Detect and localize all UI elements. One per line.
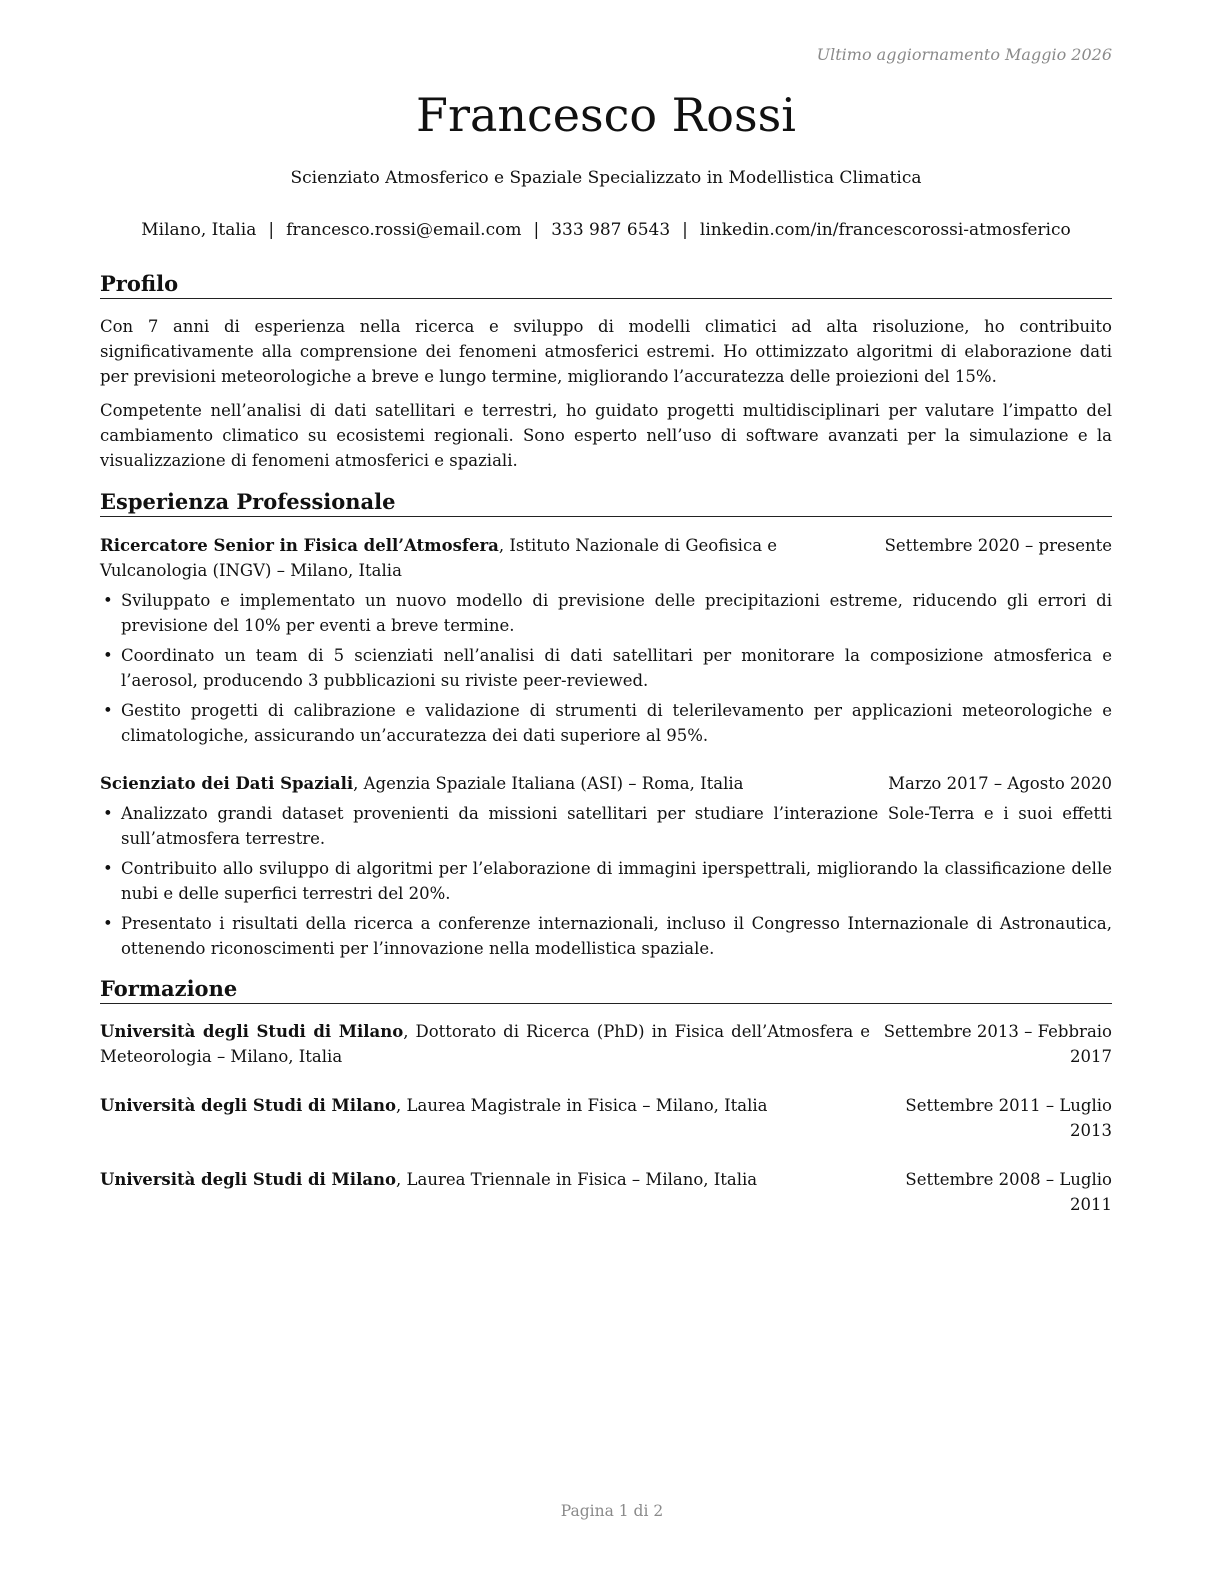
page-number: Pagina 1 di 2 [560,1502,664,1520]
education-school: Università degli Studi di Milano [100,1170,397,1189]
candidate-tagline: Scienziato Atmosferico e Spaziale Specializzato in Modellistica Climatica [290,168,922,188]
education-degree: , Dottorato di Ricerca (PhD) in Fisica dell’Atmosfera e Meteorologia – Milano, Italia [100,1022,870,1066]
profile-paragraph-1: Con 7 anni di esperienza nella ricerca e sviluppo di modelli climatici ad alta risoluzione, ho contribuito significativamente alla comprensione dei fenomeni atmosferici estremi. Ho ottimizzato algoritmi di elaborazione dati per previsioni meteorologiche a breve e lungo termine, migliorando l’accuratezza delle proiezioni del 15%. [100,317,1112,386]
list-item: • Contribuito allo sviluppo di algoritmi per l’elaborazione di immagini iperspettrali, migliorando la classificazione delle nubi e delle superfici terrestri del 20%. [100,856,1112,906]
education-dates-line: 2013 [1070,1121,1112,1140]
job-title-line [100,533,875,583]
list-item: • Presentato i risultati della ricerca a conferenze internazionali, incluso il Congresso Internazionale di Astronautica, ottenendo riconoscimenti per l’innovazione nella modellistica spaziale. [100,911,1112,961]
education-entry [100,1019,1112,1069]
profile-paragraph-2: Competente nell’analisi di dati satellitari e terrestri, ho guidato progetti multidisciplinari per valutare l’impatto del cambiamento climatico su ecosistemi regionali. Sono esperto nell’uso di software avanzati per la simulazione e la visualizzazione di fenomeni atmosferici e spaziali. [100,401,1112,470]
list-item: • Coordinato un team di 5 scienziati nell’analisi di dati satellitari per monitorare la composizione atmosferica e l’aerosol, producendo 3 pubblicazioni su riviste peer-reviewed. [100,643,1112,693]
list-item: • Analizzato grandi dataset provenienti da missioni satellitari per studiare l’interazione Sole-Terra e i suoi effetti sull’atmosfera terrestre. [100,801,1112,851]
contact-phone[interactable]: 333 987 6543 [551,220,671,240]
education-dates [884,1019,1112,1069]
contact-separator: | [533,220,540,240]
section-title-experience: Esperienza Professionale [100,489,1112,517]
contact-separator: | [682,220,688,240]
education-dates [905,1093,1112,1143]
candidate-name: Francesco Rossi [416,88,796,142]
education-entry [100,1093,1112,1140]
education-dates-line: 2011 [1070,1195,1112,1214]
contact-linkedin-link[interactable]: linkedin.com/in/francescorossi-atmosferico [699,220,1071,240]
job-header [100,771,1112,796]
education-school: Università degli Studi di Milano [100,1022,404,1041]
job-header [100,533,1112,583]
education-school: Università degli Studi di Milano [100,1096,397,1115]
job-dates: Settembre 2020 – presente [884,536,1112,555]
education-title-line [100,1167,860,1192]
section-title-education: Formazione [100,976,1112,1004]
list-item: • Gestito progetti di calibrazione e validazione di strumenti di telerilevamento per applicazioni meteorologiche e climatologiche, assicurando un’accuratezza dei dati superiore al 95%. [100,698,1112,748]
education-entry [100,1167,1112,1214]
job-dates: Marzo 2017 – Agosto 2020 [888,774,1112,793]
job-bullets [100,588,1112,753]
education-dates-line: Settembre 2011 – Luglio [905,1096,1112,1115]
contact-email[interactable]: francesco.rossi@email.com [286,220,522,240]
contact-location: Milano, Italia [141,220,257,240]
last-updated-note: Ultimo aggiornamento Maggio 2026 [816,45,1112,64]
list-item: • Sviluppato e implementato un nuovo modello di previsione delle precipitazioni estreme, riducendo gli errori di previsione del 10% per eventi a breve termine. [100,588,1112,638]
job-title-line [100,771,860,796]
job-role: Ricercatore Senior in Fisica dell’Atmosfera [100,536,499,555]
education-dates-line: Settembre 2013 – Febbraio [883,1022,1112,1041]
job-organization: , Istituto Nazionale di Geofisica e Vulcanologia (INGV) – Milano, Italia [100,536,778,580]
contact-line [100,220,1112,240]
contact-separator: | [268,220,275,240]
education-dates-line: Settembre 2008 – Luglio [905,1170,1112,1189]
job-bullets [100,801,1112,966]
education-degree: , Laurea Triennale in Fisica – Milano, Italia [396,1170,758,1189]
education-dates [905,1167,1112,1217]
job-organization: , Agenzia Spaziale Italiana (ASI) – Roma, Italia [353,774,744,793]
section-title-profile: Profilo [100,271,1112,299]
education-title-line [100,1093,860,1118]
education-degree: , Laurea Magistrale in Fisica – Milano, Italia [396,1096,768,1115]
education-dates-line: 2017 [1070,1047,1112,1066]
education-title-line [100,1019,870,1069]
job-role: Scienziato dei Dati Spaziali [100,774,354,793]
